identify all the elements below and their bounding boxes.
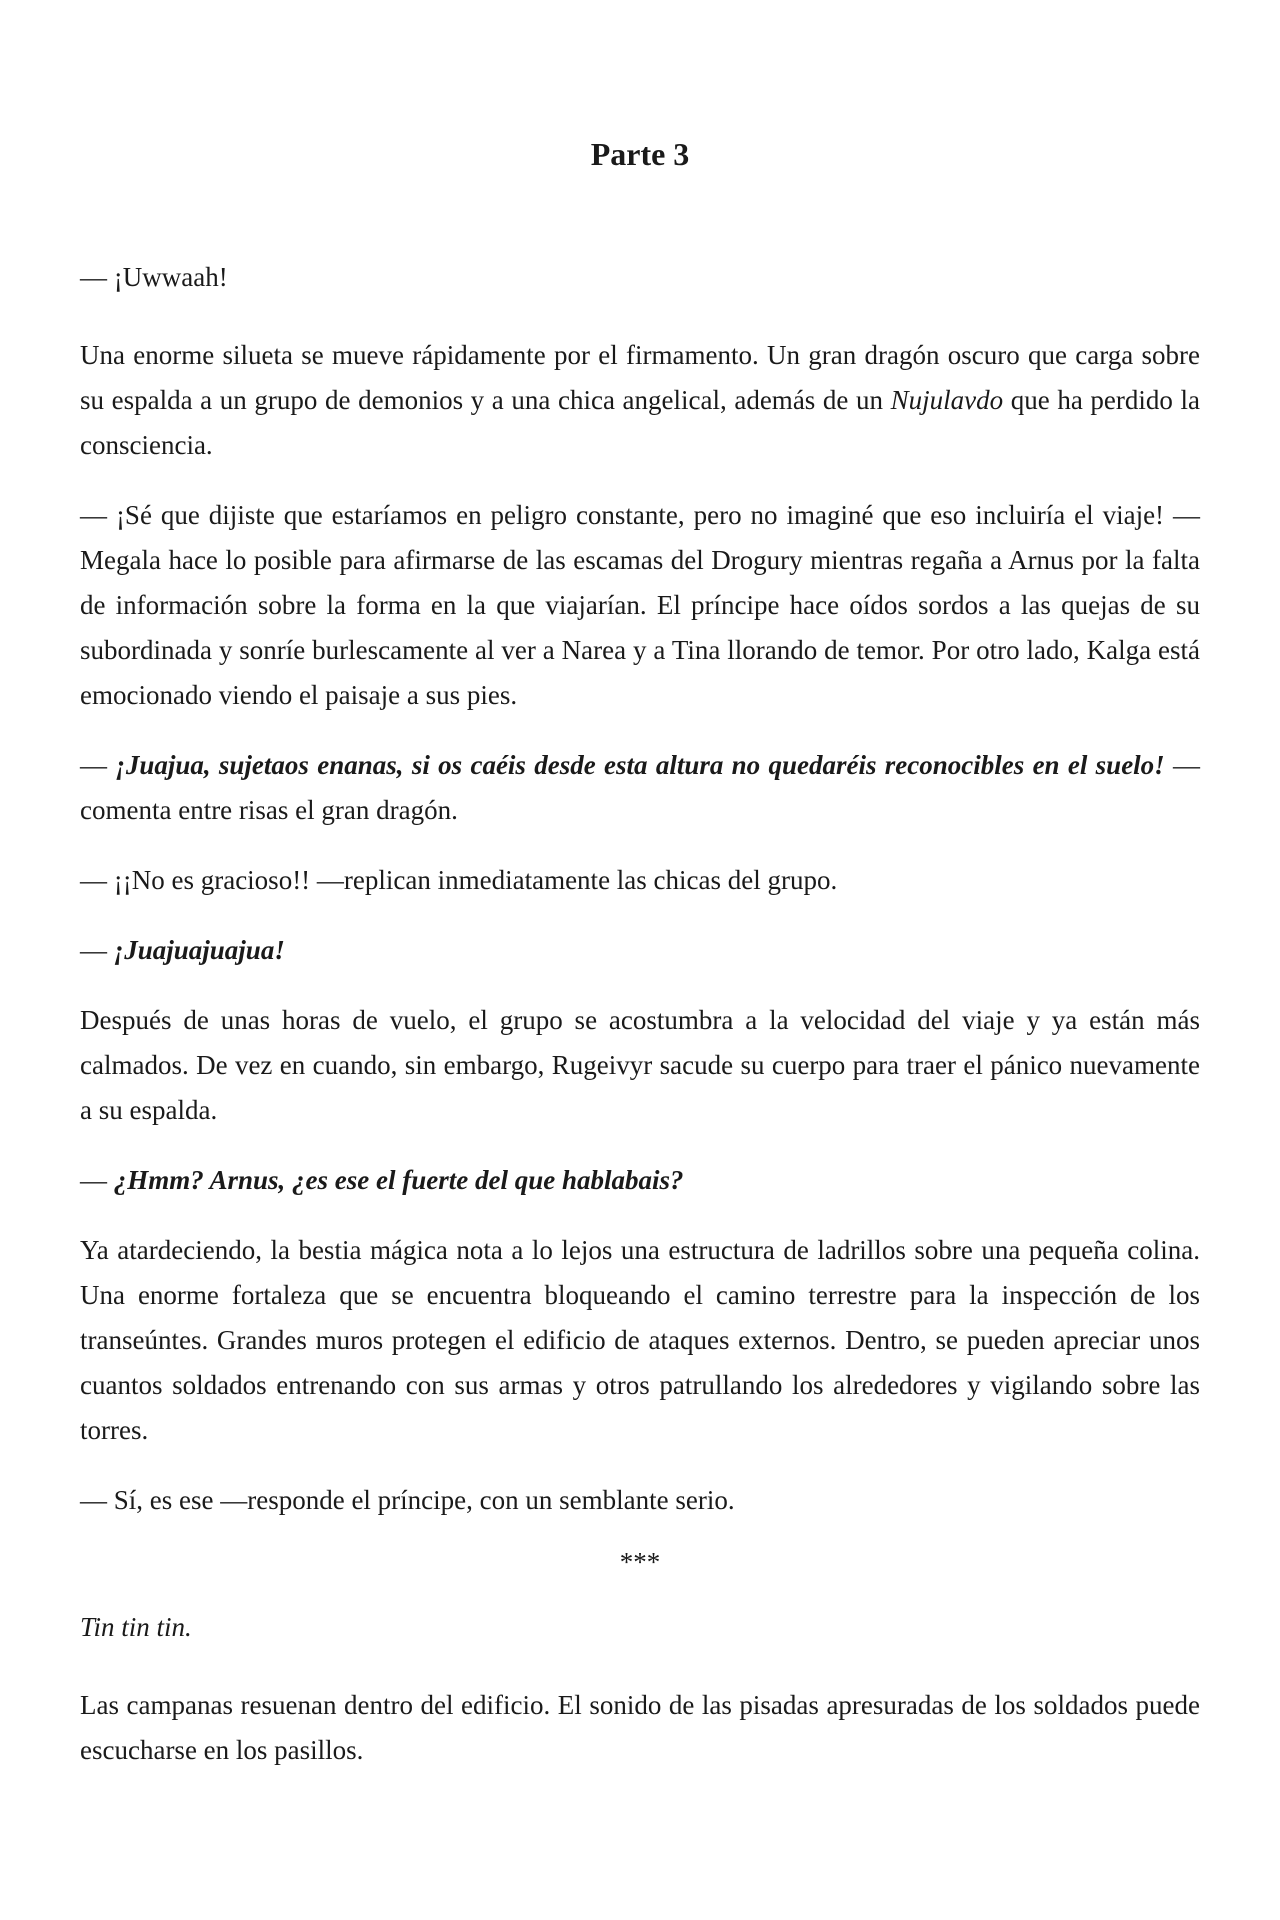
text-run: —comenta entre risas el gran dragón. [80, 750, 1201, 825]
dragon-dialogue-paragraph [80, 743, 1200, 833]
dialogue-paragraph: — ¡¡No es gracioso!! —replican inmediatamente las chicas del grupo. [80, 865, 838, 895]
narration-paragraph [80, 333, 1200, 468]
text-run: Una enorme silueta se mueve rápidamente por el firmamento. Un gran dragón oscuro que carga sobre su espalda a un grupo de demonios y a una chica angelical, además de un [80, 340, 1200, 415]
narration-paragraph: Después de unas horas de vuelo, el grupo se acostumbra a la velocidad del viaje y ya están más calmados. De vez en cuando, sin embargo, Rugeivyr sacude su cuerpo para traer el pánico nuevamente a su espalda. [80, 1005, 1200, 1125]
sound-effect-paragraph [80, 1605, 1200, 1650]
scene-separator: *** [619, 1547, 661, 1577]
chapter-title: Parte 3 [590, 136, 690, 172]
dash: — [80, 1165, 114, 1195]
dialogue-paragraph: — Sí, es ese —responde el príncipe, con un semblante serio. [80, 1485, 735, 1515]
dragon-speech: ¡Juajua, sujetaos enanas, si os caéis desde esta altura no quedaréis reconocibles en el suelo! [115, 750, 1165, 780]
text-run: que ha perdido la consciencia. [80, 385, 1200, 460]
dragon-dialogue-paragraph [80, 928, 1200, 973]
dragon-dialogue-paragraph [80, 1158, 1200, 1203]
dragon-speech: ¡Juajuajuajua! [113, 935, 285, 965]
narration-paragraph: Ya atardeciendo, la bestia mágica nota a lo lejos una estructura de ladrillos sobre una pequeña colina. Una enorme fortaleza que se encuentra bloqueando el camino terrestre para la inspección de los transeúntes. Grandes muros protegen el edificio de ataques externos. Dentro, se pueden apreciar unos cuantos soldados entrenando con sus armas y otros patrullando los alrededores y vigilando sobre las torres. [80, 1235, 1200, 1445]
document-page [80, 0, 1200, 1920]
dialogue-paragraph: — ¡Sé que dijiste que estaríamos en peligro constante, pero no imaginé que eso incluiría el viaje! —Megala hace lo posible para afirmarse de las escamas del Drogury mientras regaña a Arnus por la falta de información sobre la forma en la que viajarían. El príncipe hace oídos sordos a las quejas de su subordinada y sonríe burlescamente al ver a Narea y a Tina llorando de temor. Por otro lado, Kalga está emocionado viendo el paisaje a sus pies. [80, 500, 1200, 710]
narration-paragraph: Las campanas resuenan dentro del edificio. El sonido de las pisadas apresuradas de los soldados puede escucharse en los pasillos. [80, 1690, 1200, 1765]
chapter-body [80, 255, 1200, 1798]
dash: — [80, 750, 116, 780]
dash: — [80, 935, 114, 965]
italic-sound: Tin tin tin. [80, 1612, 192, 1642]
dragon-speech: ¿Hmm? Arnus, ¿es ese el fuerte del que hablabais? [113, 1165, 684, 1195]
dialogue-paragraph: — ¡Uwwaah! [80, 262, 228, 292]
italic-term: Nujulavdo [890, 385, 1004, 415]
